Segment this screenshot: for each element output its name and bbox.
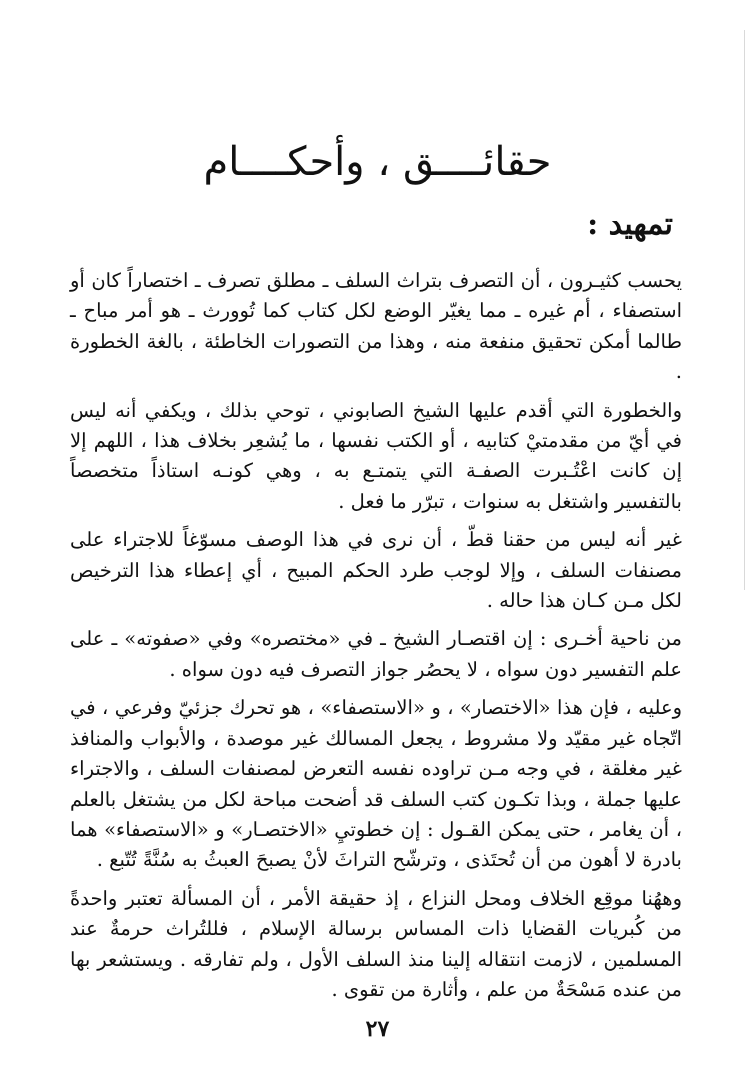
paragraph-1: يحسب كثيـرون ، أن التصرف بتراث السلف ـ مطلق تصرف ـ اختصاراً كان أو استصفاء ، أم غيره ـ مما يغيّر الوضع لكل كتاب كما تُوورث ـ هو أمر مباح ـ طالما أمكن تحقيق منفعة منه ، وهذا من التصورات الخاطئة ، بالغة الخطورة . xyxy=(70,269,682,384)
chapter-title: حقائــــق ، وأحكــــام xyxy=(203,139,552,185)
paragraph-3: غير أنه ليس من حقنا قطّ ، أن نرى في هذا الوصف مسوّغاً للاجتراء على مصنفات السلف ، وإلا لوجب طرد الحكم المبيح ، أي إعطاء هذا الترخيص لكل مـن كـان هذا حاله . xyxy=(70,528,682,613)
section-heading: تمهيد : xyxy=(587,207,673,242)
page-number: ٢٧ xyxy=(365,1016,390,1042)
paragraph-5: وعليه ، فإن هذا «الاختصار» ، و «الاستصفاء» ، هو تحرك جزئيّ وفرعي ، في اتّجاه غير مقيّد ولا مشروط ، يجعل المسالك غير موصدة ، والأبواب والمنافذ غير مغلقة ، في وجه مـن تراوده نفسه التعرض لمصنفات السلف ، والاجتراء عليها جملة ، وبذا تكـون كتب السلف قد أضحت مباحة لكل من يشتغل بالعلم ، أن يغامر ، حتى يمكن القـول : إن خطوتيِ «الاختصـار» و «الاستصفاء» هما بادرة لا أهون من أن تُحتَذى ، وترشّح التراثَ لأنْ يصبحَ العبثُ به سُنَّةً تُتّبع . xyxy=(70,696,682,872)
page-edge-rule xyxy=(744,30,745,590)
paragraph-6: وههُنا موقِع الخلاف ومحل النزاع ، إذ حقيقة الأمر ، أن المسألة تعتبر واحدةً من كُبريات القضايا ذات المساس برسالة الإسلام ، فللتُراث حرمةٌ عند المسلمين ، لازمت انتقاله إلينا منذ السلف الأول ، ولم تفارقه . ويستشعر بها من عنده مَسْحَةٌ من علم ، وأثارة من تقوى . xyxy=(70,886,682,1001)
body-text xyxy=(70,266,682,1013)
paragraph-2: والخطورة التي أقدم عليها الشيخ الصابوني ، توحي بذلك ، ويكفي أنه ليس في أيّ من مقدمتيْ كتابيه ، أو الكتب نفسها ، ما يُشعِر بخلاف هذا ، اللهم إلا إن كانت اعْتُـبرت الصفـة التي يتمتـع به ، وهي كونـه استاذاً متخصصاً بالتفسير واشتغل به سنوات ، تبرّر ما فعل . xyxy=(70,398,682,513)
paragraph-4: من ناحية أخـرى : إن اقتصـار الشيخ ـ في «مختصره» وفي «صفوته» ـ على علم التفسير دون سواه ، لا يحصُر جواز التصرف فيه دون سواه . xyxy=(70,627,682,681)
